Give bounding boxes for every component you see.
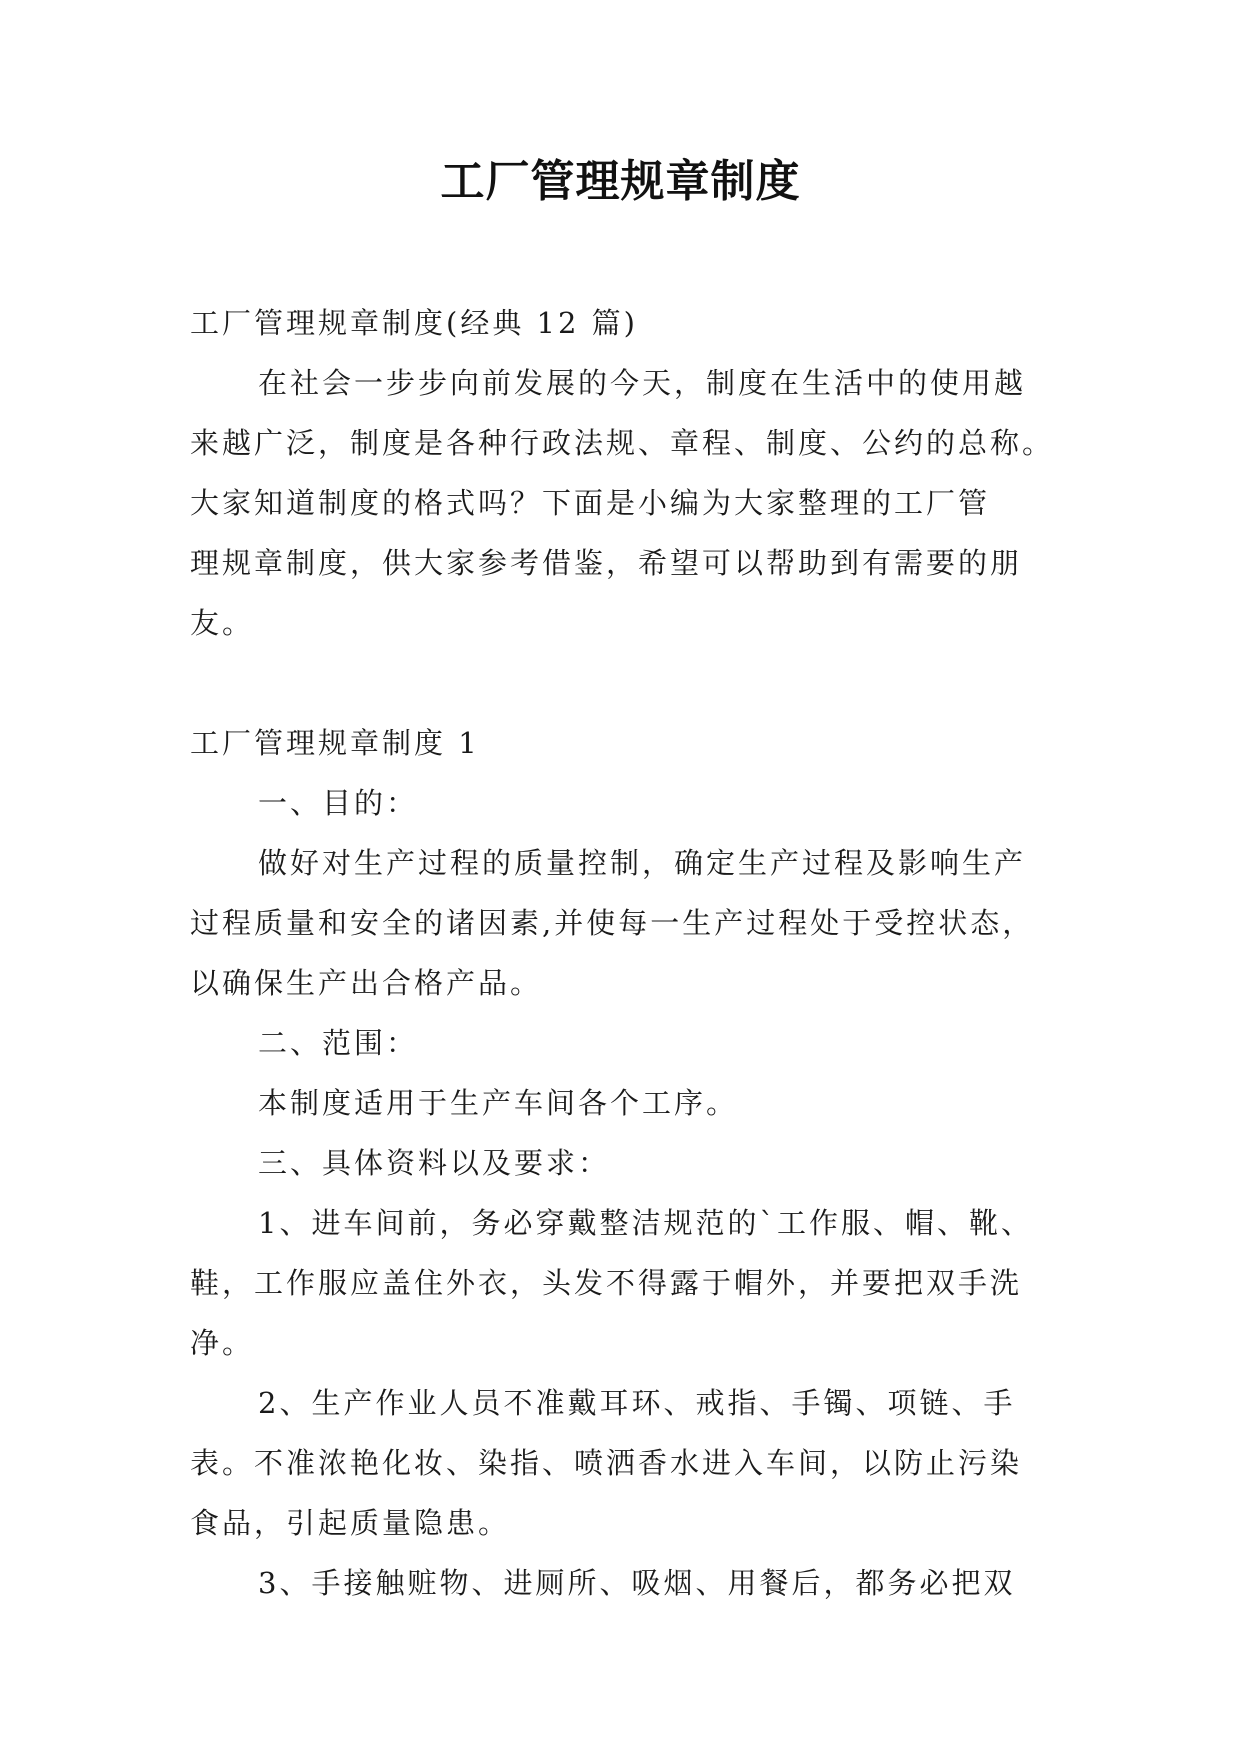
paragraph-line: 友。	[190, 606, 255, 640]
paragraph-line: 理规章制度，供大家参考借鉴，希望可以帮助到有需要的朋	[190, 546, 1023, 580]
list-item-line: 1、进车间前，务必穿戴整洁规范的`工作服、帽、靴、	[258, 1206, 1033, 1240]
paragraph-line: 本制度适用于生产车间各个工序。	[258, 1086, 739, 1120]
paragraph-line: 做好对生产过程的质量控制，确定生产过程及影响生产	[258, 846, 1027, 880]
subtitle-line: 工厂管理规章制度(经典 12 篇)	[190, 306, 638, 340]
subsection-heading: 三、具体资料以及要求：	[258, 1146, 611, 1180]
list-item-line: 表。不准浓艳化妆、染指、喷洒香水进入车间，以防止污染	[190, 1446, 1023, 1480]
list-item-line: 2、生产作业人员不准戴耳环、戒指、手镯、项链、手	[258, 1386, 1016, 1420]
list-item-line: 3、手接触赃物、进厕所、吸烟、用餐后，都务必把双	[258, 1566, 1016, 1600]
list-item-line: 净。	[190, 1326, 255, 1360]
subsection-heading: 二、范围：	[258, 1026, 419, 1060]
document-title: 工厂管理规章制度	[440, 156, 801, 207]
list-item-line: 鞋，工作服应盖住外衣，头发不得露于帽外，并要把双手洗	[190, 1266, 1023, 1300]
paragraph-line: 过程质量和安全的诸因素,并使每一生产过程处于受控状态，	[190, 906, 1035, 940]
paragraph-line: 来越广泛，制度是各种行政法规、章程、制度、公约的总称。	[190, 426, 1055, 460]
paragraph-line: 大家知道制度的格式吗？下面是小编为大家整理的工厂管	[190, 486, 991, 520]
section-heading: 工厂管理规章制度 1	[190, 726, 480, 760]
paragraph-gap	[190, 653, 1050, 713]
paragraph-line: 在社会一步步向前发展的今天，制度在生活中的使用越	[258, 366, 1027, 400]
paragraph-line: 以确保生产出合格产品。	[190, 966, 543, 1000]
subsection-heading: 一、目的：	[258, 786, 419, 820]
list-item-line: 食品，引起质量隐患。	[190, 1506, 511, 1540]
document-body	[190, 293, 1055, 1613]
